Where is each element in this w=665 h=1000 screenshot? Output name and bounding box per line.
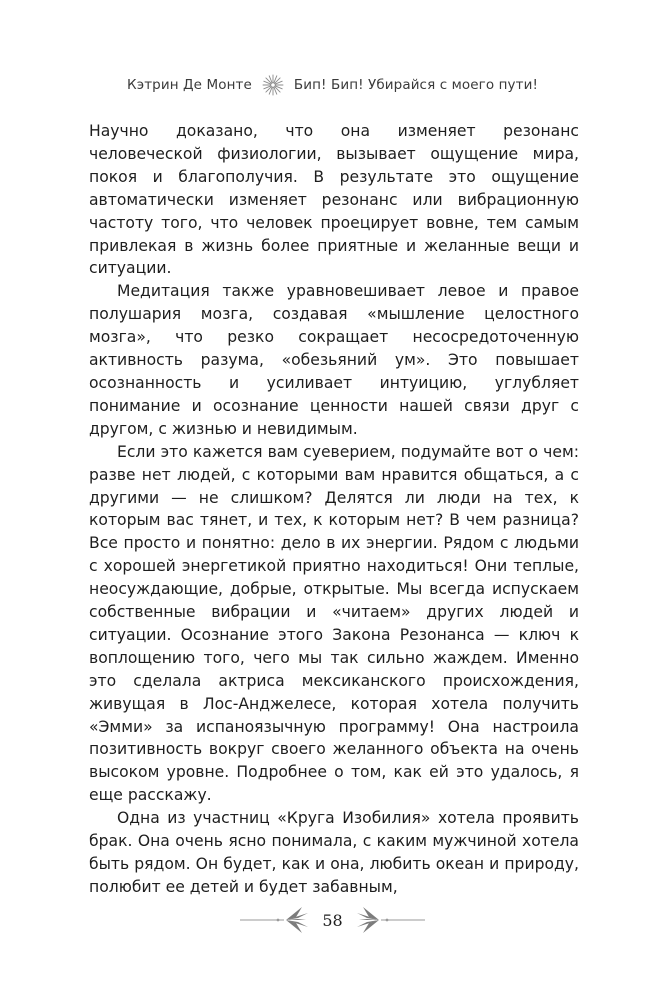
page-number: 58 bbox=[322, 910, 343, 930]
running-header bbox=[0, 73, 665, 97]
right-ornament-icon bbox=[355, 905, 425, 935]
paragraph: Медитация также уравновешивает левое и правое полушария мозга, создавая «мышление целостного мозга», что резко сокращает несосредоточенную активность разума, «обезьяний ум». Это повышает осознанность и усиливает интуицию, углубляет понимание и осознание ценности нашей связи друг с другом, с жизнью и невидимым. bbox=[89, 282, 579, 438]
paragraph: Если это кажется вам суеверием, подумайте вот о чем: разве нет людей, с которыми вам нравится общаться, а с другими — не слишком? Делятся ли люди на тех, к которым вас тянет, и тех, к которым нет? В чем разница? Все просто и понятно: дело в их энергии. Рядом с людьми с хорошей энергетикой приятно находиться! Они теплые, неосуждающие, добрые, открытые. Мы всегда испускаем собственные вибрации и «читаем» других людей и ситуации. Осознание этого Закона Резонанса — ключ к воплощению того, чего мы так сильно жаждем. Именно это сделала актриса мексиканского происхождения, живущая в Лос-Анджелесе, которая хотела получить «Эмми» за испаноязычную программу! Она настроила позитивность вокруг своего желанного объекта на очень высоком уровне. Подробнее о том, как ей это удалось, я еще расскажу. bbox=[89, 442, 579, 805]
starburst-icon bbox=[262, 74, 284, 96]
body-text bbox=[89, 120, 579, 899]
header-book-title: Бип! Бип! Убирайся с моего пути! bbox=[293, 77, 538, 93]
header-author: Кэтрин Де Монте bbox=[127, 77, 252, 93]
page-footer bbox=[0, 900, 665, 940]
left-ornament-icon bbox=[240, 905, 310, 935]
paragraph: Одна из участниц «Круга Изобилия» хотела проявить брак. Она очень ясно понимала, с каким мужчиной хотела быть рядом. Он будет, как и она, любить океан и природу, полюбит ее детей и будет забавным, bbox=[89, 809, 579, 896]
paragraph: Научно доказано, что она изменяет резонанс человеческой физиологии, вызывает ощущение мира, покоя и благополучия. В результате это ощущение автоматически изменяет резонанс или вибрационную частоту того, что человек проецирует вовне, тем самым привлекая в жизнь более приятные и желанные вещи и ситуации. bbox=[89, 122, 579, 278]
